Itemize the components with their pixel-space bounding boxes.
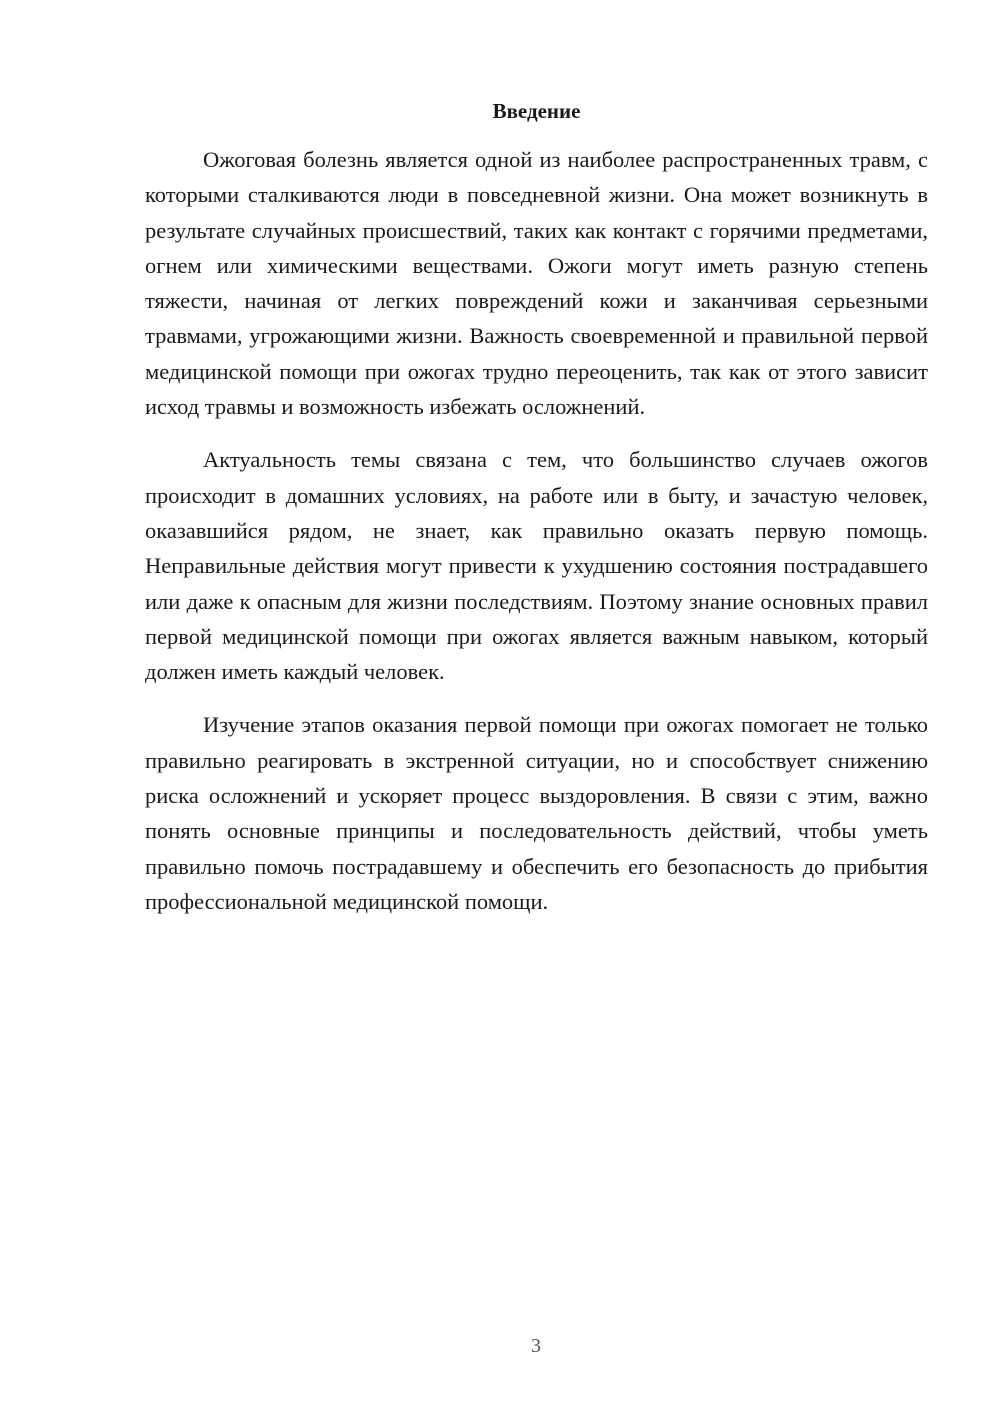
section-title: Введение [492,99,581,123]
paragraph-1: Ожоговая болезнь является одной из наиболее распространенных травм, с которыми сталкиваются люди в повседневной жизни. Она может возникнуть в результате случайных происшествий, таких как контакт с горячими предметами, огнем или химическими веществами. Ожоги могут иметь разную степень тяжести, начиная от легких повреждений кожи и заканчивая серьезными травмами, угрожающими жизни. Важность своевременной и правильной первой медицинской помощи при ожогах трудно переоценить, так как от этого зависит исход травмы и возможность избежать осложнений. [145,147,928,420]
paragraph-2: Актуальность темы связана с тем, что большинство случаев ожогов происходит в домашних условиях, на работе или в быту, и зачастую человек, оказавшийся рядом, не знает, как правильно оказать первую помощь. Неправильные действия могут привести к ухудшению состояния пострадавшего или даже к опасным для жизни последствиям. Поэтому знание основных правил первой медицинской помощи при ожогах является важным навыком, который должен иметь каждый человек. [145,447,928,685]
document-body [145,142,928,937]
paragraph-3: Изучение этапов оказания первой помощи при ожогах помогает не только правильно реагировать в экстренной ситуации, но и способствует снижению риска осложнений и ускоряет процесс выздоровления. В связи с этим, важно понять основные принципы и последовательность действий, чтобы уметь правильно помочь пострадавшему и обеспечить его безопасность до прибытия профессиональной медицинской помощи. [145,712,928,914]
page-number: 3 [531,1335,541,1357]
